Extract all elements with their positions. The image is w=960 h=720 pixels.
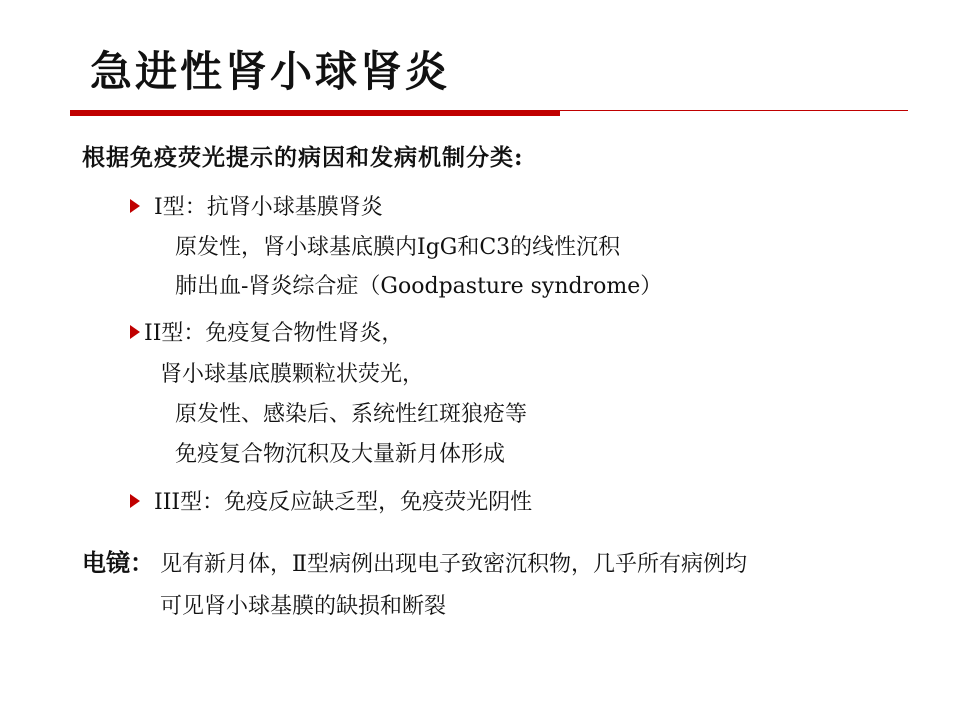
em-line2: 可见肾小球基膜的缺损和断裂 (160, 594, 447, 619)
em-line1 (82, 548, 747, 580)
type2-line3: 免疫复合物沉积及大量新月体形成 (175, 442, 506, 467)
intro-heading: 根据免疫荧光提示的病因和发病机制分类: (82, 144, 524, 171)
arrow-bullet-icon (130, 494, 140, 508)
page-title: 急进性肾小球肾炎 (90, 47, 451, 96)
type2-line2: 原发性、感染后、系统性红斑狼疮等 (175, 402, 528, 427)
em-text1: 见有新月体，Ⅱ型病例出现电子致密沉积物，几乎所有病例均 (160, 552, 747, 577)
arrow-bullet-icon (130, 325, 140, 339)
type2-heading-line (130, 319, 403, 349)
type2-line1: 肾小球基底膜颗粒状荧光， (160, 362, 425, 387)
type1-heading: Ⅰ型：抗肾小球基膜肾炎 (154, 195, 383, 220)
type3-heading-line (130, 488, 532, 518)
em-label: 电镜： (82, 548, 154, 577)
type2-heading: II型：免疫复合物性肾炎， (144, 321, 404, 346)
type1-heading-line (130, 193, 383, 223)
arrow-bullet-icon (130, 199, 140, 213)
type1-line1: 原发性，肾小球基底膜内IgG和C3的线性沉积 (175, 235, 621, 260)
type1-line2: 肺出血-肾炎综合症（Goodpasture syndrome） (175, 274, 663, 299)
type3-heading: III型：免疫反应缺乏型，免疫荧光阴性 (154, 490, 533, 515)
title-underline-thick (70, 110, 560, 116)
